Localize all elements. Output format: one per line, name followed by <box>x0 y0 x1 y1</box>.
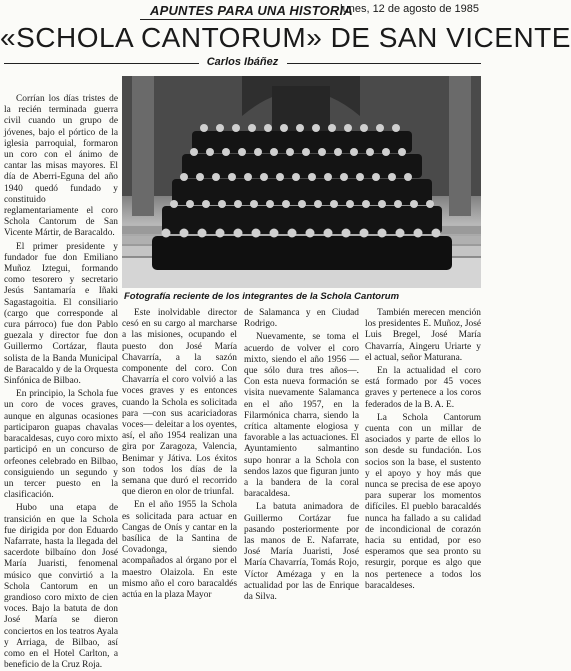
byline: Carlos Ibáñez <box>206 56 279 68</box>
byline-row <box>0 56 485 70</box>
paragraph: El primer presidente y fundador fue don Emiliano Muñoz Iztegui, formando como tesorero y secretario Jesús Santamaría e Iñaki Sagastagoitia. El consiliario (cargo que corresponde al cura párroco) fue don Pablo guezala y director fue don Guillermo Cortázar, flauta solista de la Banda Municipal de Baracaldo y de la Orquesta Sinfónica de Bilbao. <box>4 241 118 387</box>
photo-caption: Fotografía reciente de los integrantes de la Schola Cantorum <box>124 291 400 302</box>
paragraph: Corrían los días tristes de la recién terminada guerra civil cuando un grupo de jóvenes, bajo el pórtico de la iglesia parroquial, formaron un coro con el ánimo de cantar las misas mayores. El día de Aberri-Eguna del año 1940 quedó fundado y constituido reglamentariamente el coro Schola Cantorum de San Vicente Mártir, de Baracaldo. <box>4 94 118 239</box>
dateline: lunes, 12 de agosto de 1985 <box>340 3 479 15</box>
paragraph: En el año 1955 la Schola es solicitada para actuar en Cangas de Onís y cantar en la basílica de la Santina de Covadonga, siendo acompañados al órgano por el maestro Olaizola. En este mismo año el coro baracaldés actúa en la plaza Mayor <box>122 500 237 601</box>
article-column-4 <box>365 308 481 591</box>
paragraph: También merecen mención los presidentes E. Muñoz, José Luis Bregel, José María Chavarría, Aingeru Uriarte y el actual, señor Maturana. <box>365 308 481 363</box>
paragraph: En la actualidad el coro está formado por 45 voces graves y pertenece a los coros federados de la B. A. E. <box>365 366 481 410</box>
article-column-1 <box>4 94 118 671</box>
paragraph: La Schola Cantorum cuenta con un millar de asociados y parte de ellos lo son desde su fundación. Los socios son la base, el sustento y el apoyo y hoy más que nunca se precisa de ese apoyo para superar los momentos difíciles. El pueblo baracaldés nunca ha fallado a su calidad de incondicional de corazón hacia su entidad, por eso esperamos que sea pronto su resurgir, porque es algo que nos pertenece a todos los baracaldeses. <box>365 412 481 591</box>
headline: «SCHOLA CANTORUM» DE SAN VICENTE <box>0 22 571 53</box>
section-title: APUNTES PARA UNA HISTORIA <box>150 3 353 18</box>
article-column-2 <box>122 308 237 601</box>
paragraph: En principio, la Schola fue un coro de voces graves, aunque en algunas ocasiones participaron guapas chavalas baracaldesas, cuyo coro mixto participó en un concurso de orfeones celebrado en Bilbao, consiguiendo un segundo y un tercer puesto en la clasificación. <box>4 389 118 501</box>
choir-photo <box>122 76 481 288</box>
paragraph: Hubo una etapa de transición en que la Schola fue dirigida por don Eduardo Nafarrate, hasta la llegada del sacerdote bilbaíno don José María Juaristi, fenomenal músico que convirtió a la Schola Cantorum en un grandioso coro mixto de cien voces. Bajo la batuta de don José María se dieron conciertos en los teatros Ayala y Arriaga, de Bilbao, así como en el Hotel Carlton, a beneficio de la Cruz Roja. <box>4 503 118 671</box>
choir-photo-illustration <box>122 76 481 288</box>
paragraph: Este inolvidable director cesó en su cargo al marcharse a las misiones, ocupando el puesto don José María Chavarría, a la sazón componente del coro. Con Chavarría el coro volvió a las voces graves y es entonces cuando la Schola es solicitada para —con sus acariciadoras voces— deleitar a los oyentes, así, el año 1954 realizan una gira por Zaragoza, Valencia, Benimar y Játiva. Los éxitos son todos los días de la semana que duró el recorrido que dieron en olor de triunfal. <box>122 308 237 498</box>
page-header <box>0 0 485 20</box>
header-rule <box>140 19 340 20</box>
paragraph: de Salamanca y en Ciudad Rodrigo. <box>244 308 359 330</box>
paragraph: La batuta animadora de Guillermo Cortázar fue pasando posteriormente por las manos de E. Nafarrate, José María Juaristi, José María Chavarría, Tomás Rojo, Víctor Amézaga y en la actualidad por las de Enrique da Silva. <box>244 502 359 603</box>
article-column-3 <box>244 308 359 603</box>
paragraph: Nuevamente, se toma el acuerdo de volver el coro mixto, siendo el año 1956 —que sólo dura tres años—. Con esta nueva formación se visita nuevamente Salamanca en el año 1957, en la Filarmónica charra, siendo la crítica altamente elogiosa y favorable a las actuaciones. El Ayuntamiento salmantino supo honrar a la Schola con sendos lazos que figuran junto a la bandera de la coral baracaldesa. <box>244 332 359 500</box>
